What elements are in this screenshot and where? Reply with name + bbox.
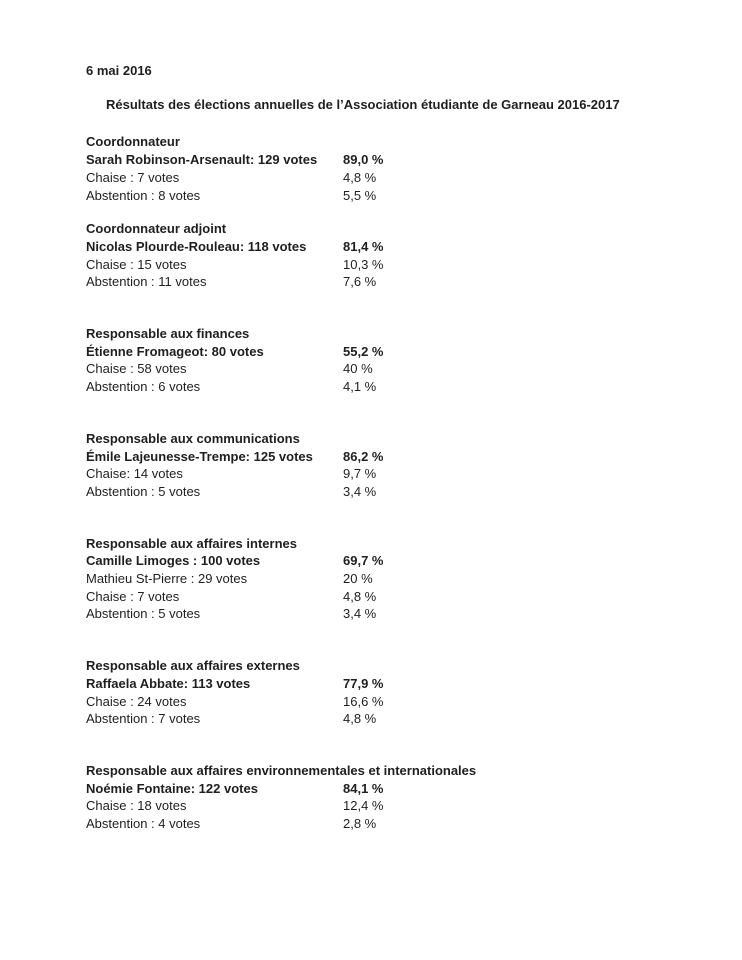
section-title: Responsable aux affaires internes xyxy=(86,535,297,551)
result-row xyxy=(86,483,702,501)
result-row xyxy=(86,588,702,606)
result-section xyxy=(86,220,702,291)
percent-value: 4,8 % xyxy=(343,588,377,604)
result-row xyxy=(86,343,702,361)
result-row xyxy=(86,605,702,623)
result-section xyxy=(86,133,702,204)
candidate-label: Noémie Fontaine: 122 votes xyxy=(86,780,258,796)
percent-value: 10,3 % xyxy=(343,256,384,272)
result-row xyxy=(86,570,702,588)
section-title: Coordonnateur adjoint xyxy=(86,221,227,237)
result-row xyxy=(86,378,702,396)
percent-value: 81,4 % xyxy=(343,238,384,254)
candidate-label: Abstention : 11 votes xyxy=(86,274,207,290)
results-sections xyxy=(86,133,702,832)
result-row xyxy=(86,797,702,815)
candidate-label: Nicolas Plourde-Rouleau: 118 votes xyxy=(86,238,307,254)
candidate-label: Raffaela Abbate: 113 votes xyxy=(86,675,251,691)
candidate-label: Abstention : 8 votes xyxy=(86,187,201,203)
candidate-label: Chaise : 7 votes xyxy=(86,169,180,185)
percent-value: 89,0 % xyxy=(343,152,384,168)
candidate-label: Chaise: 14 votes xyxy=(86,466,183,482)
candidate-label: Mathieu St-Pierre : 29 votes xyxy=(86,571,248,587)
percent-value: 20 % xyxy=(343,571,373,587)
result-row xyxy=(86,552,702,570)
section-title: Responsable aux finances xyxy=(86,326,250,342)
section-title: Responsable aux affaires externes xyxy=(86,658,300,674)
percent-value: 4,8 % xyxy=(343,169,377,185)
percent-value: 69,7 % xyxy=(343,553,384,569)
result-row xyxy=(86,238,702,256)
candidate-label: Abstention : 7 votes xyxy=(86,711,201,727)
result-row xyxy=(86,465,702,483)
percent-value: 2,8 % xyxy=(343,816,377,832)
document-date: 6 mai 2016 xyxy=(86,63,152,78)
result-row xyxy=(86,693,702,711)
percent-value: 3,4 % xyxy=(343,483,377,499)
result-row xyxy=(86,780,702,798)
percent-value: 9,7 % xyxy=(343,466,377,482)
candidate-label: Sarah Robinson-Arsenault: 129 votes xyxy=(86,152,318,168)
candidate-label: Abstention : 5 votes xyxy=(86,606,201,622)
percent-value: 77,9 % xyxy=(343,675,384,691)
section-title: Coordonnateur xyxy=(86,134,180,150)
result-row xyxy=(86,448,702,466)
result-row xyxy=(86,169,702,187)
percent-value: 40 % xyxy=(343,361,373,377)
candidate-label: Abstention : 6 votes xyxy=(86,379,201,395)
candidate-label: Chaise : 15 votes xyxy=(86,256,187,272)
candidate-label: Abstention : 5 votes xyxy=(86,483,201,499)
percent-value: 5,5 % xyxy=(343,187,377,203)
result-section xyxy=(86,535,702,624)
section-title: Responsable aux affaires environnementales et internationales xyxy=(86,762,477,778)
percent-value: 55,2 % xyxy=(343,343,384,359)
result-row xyxy=(86,273,702,291)
result-row xyxy=(86,256,702,274)
percent-value: 4,1 % xyxy=(343,379,377,395)
percent-value: 7,6 % xyxy=(343,274,377,290)
result-row xyxy=(86,675,702,693)
percent-value: 84,1 % xyxy=(343,780,384,796)
result-row xyxy=(86,151,702,169)
candidate-label: Abstention : 4 votes xyxy=(86,816,201,832)
result-row xyxy=(86,360,702,378)
result-row xyxy=(86,710,702,728)
percent-value: 16,6 % xyxy=(343,693,384,709)
result-row xyxy=(86,187,702,205)
candidate-label: Camille Limoges : 100 votes xyxy=(86,553,261,569)
result-row xyxy=(86,815,702,833)
result-section xyxy=(86,430,702,501)
candidate-label: Chaise : 7 votes xyxy=(86,588,180,604)
result-section xyxy=(86,325,702,396)
candidate-label: Émile Lajeunesse-Trempe: 125 votes xyxy=(86,448,313,464)
percent-value: 12,4 % xyxy=(343,798,384,814)
result-section xyxy=(86,762,702,833)
candidate-label: Chaise : 24 votes xyxy=(86,693,187,709)
candidate-label: Étienne Fromageot: 80 votes xyxy=(86,343,264,359)
document-title: Résultats des élections annuelles de l’Association étudiante de Garneau 2016-2017 xyxy=(106,96,620,112)
candidate-label: Chaise : 18 votes xyxy=(86,798,187,814)
percent-value: 4,8 % xyxy=(343,711,377,727)
candidate-label: Chaise : 58 votes xyxy=(86,361,187,377)
percent-value: 3,4 % xyxy=(343,606,377,622)
result-section xyxy=(86,657,702,728)
section-title: Responsable aux communications xyxy=(86,430,300,446)
percent-value: 86,2 % xyxy=(343,448,384,464)
